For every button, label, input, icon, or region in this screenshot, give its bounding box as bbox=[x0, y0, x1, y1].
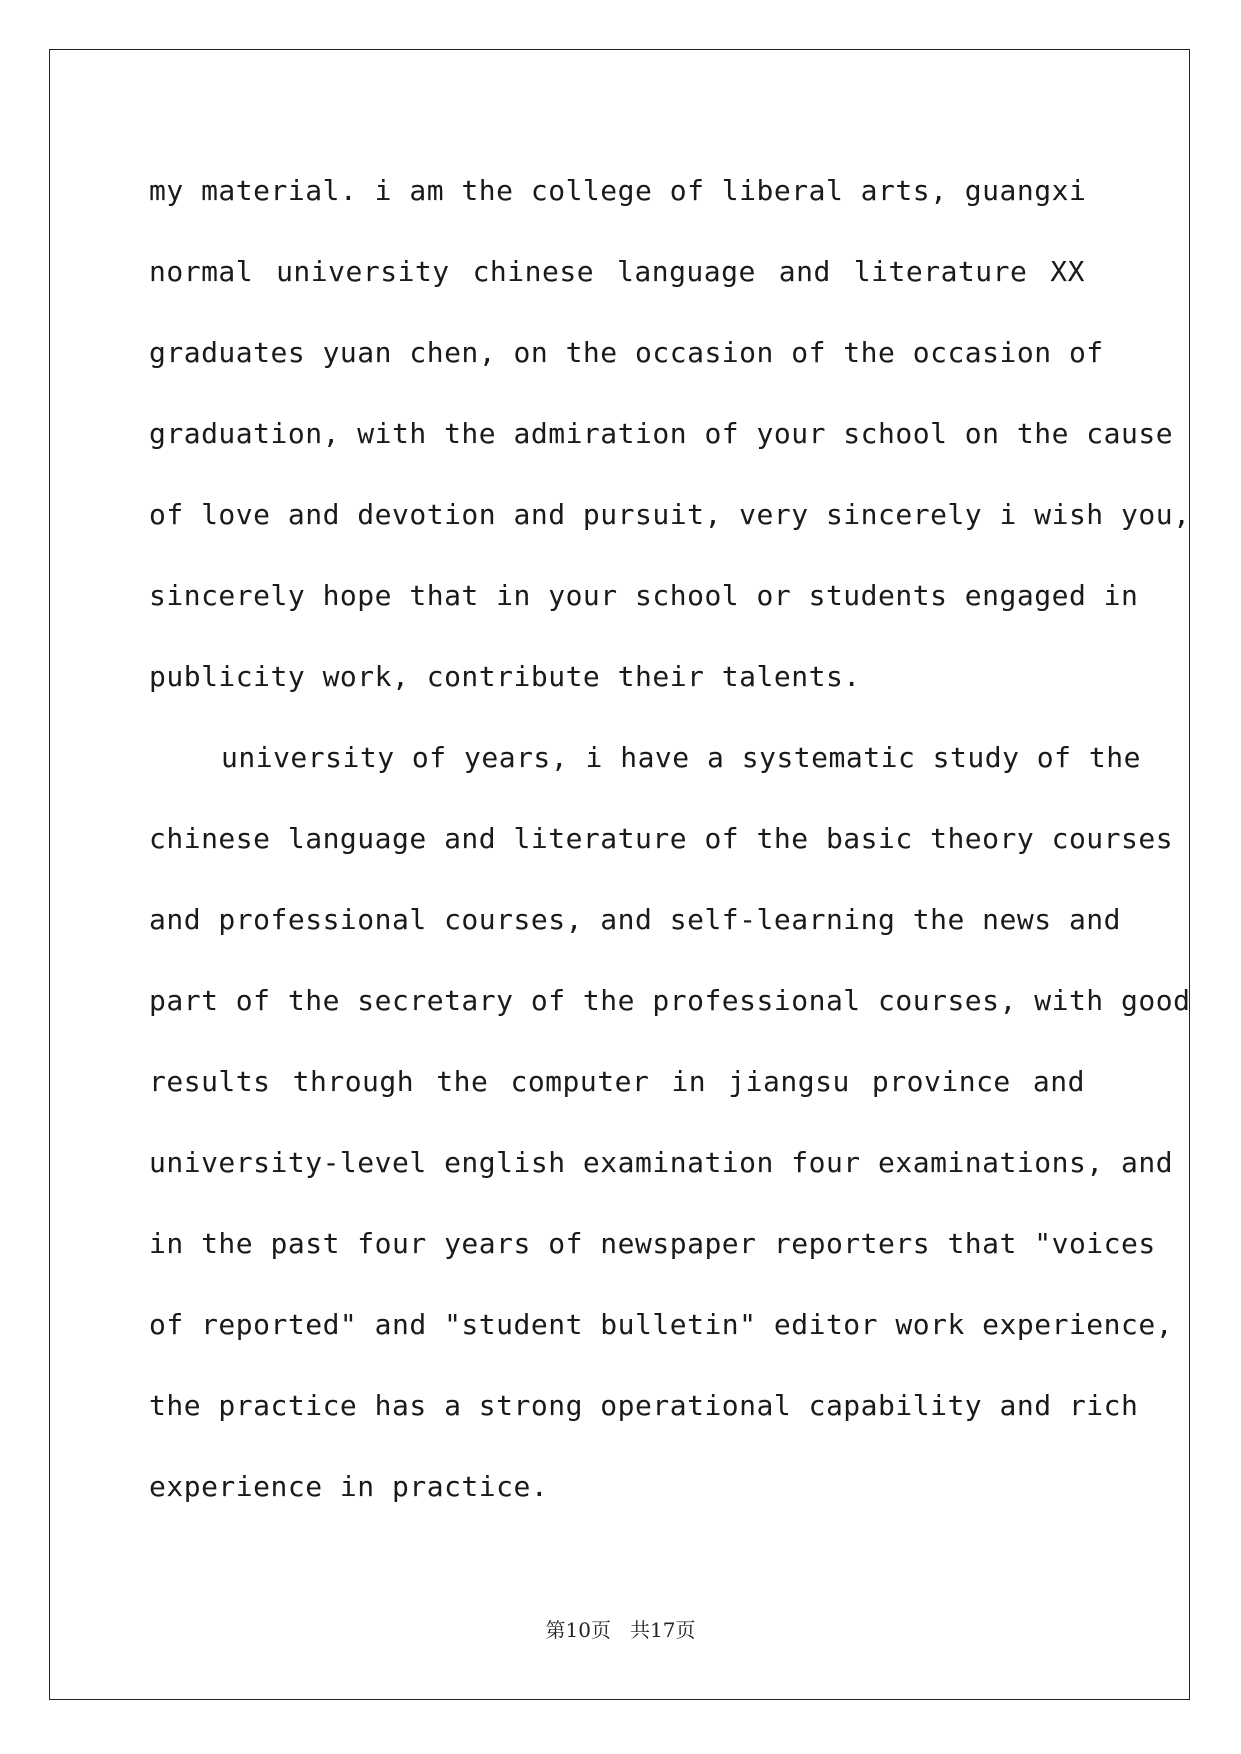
text-line: the practice has a strong operational capability and rich bbox=[149, 1389, 1139, 1422]
page-number: 第10页 bbox=[545, 1618, 611, 1642]
text-line: university of years, i have a systematic study of the bbox=[221, 741, 1141, 774]
text-line: in the past four years of newspaper reporters that "voices bbox=[149, 1227, 1156, 1260]
text-line: normal university chinese language and literature XX bbox=[149, 255, 1085, 288]
paragraph-2 bbox=[149, 717, 1191, 1527]
text-line: graduates yuan chen, on the occasion of the occasion of bbox=[149, 336, 1104, 369]
text-line: experience in practice. bbox=[149, 1470, 549, 1503]
page-footer bbox=[0, 1614, 1241, 1643]
text-line: university-level english examination four examinations, and bbox=[149, 1146, 1174, 1179]
paragraph-1 bbox=[149, 150, 1191, 717]
text-line: publicity work, contribute their talents. bbox=[149, 660, 861, 693]
text-line: of love and devotion and pursuit, very sincerely i wish you, bbox=[149, 498, 1191, 531]
page-total: 共17页 bbox=[630, 1618, 696, 1642]
text-line: chinese language and literature of the basic theory courses bbox=[149, 822, 1174, 855]
text-line: graduation, with the admiration of your school on the cause bbox=[149, 417, 1174, 450]
text-line: my material. i am the college of liberal arts, guangxi bbox=[149, 174, 1087, 207]
document-body bbox=[149, 150, 1191, 1527]
text-line: part of the secretary of the professional courses, with good bbox=[149, 984, 1191, 1017]
text-line: sincerely hope that in your school or students engaged in bbox=[149, 579, 1139, 612]
text-line: results through the computer in jiangsu province and bbox=[149, 1065, 1085, 1098]
text-line: and professional courses, and self-learning the news and bbox=[149, 903, 1122, 936]
text-line: of reported" and "student bulletin" editor work experience, bbox=[149, 1308, 1174, 1341]
